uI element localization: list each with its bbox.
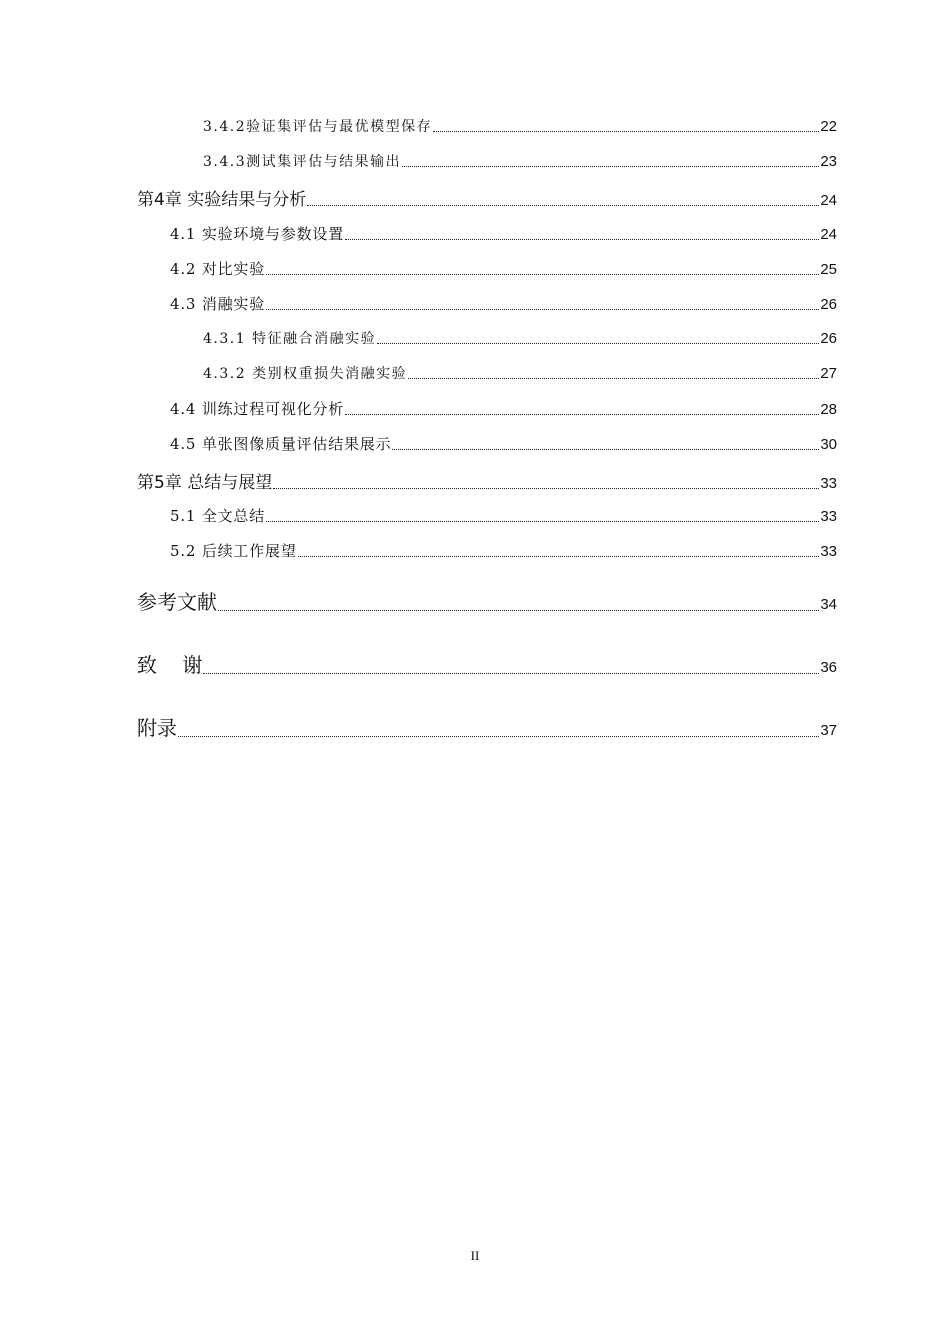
dot-leader bbox=[433, 131, 819, 132]
toc-entry-title: 4.3.2 类别权重损失消融实验 bbox=[203, 366, 408, 382]
toc-entry-title: 4.3 消融实验 bbox=[170, 295, 266, 313]
toc-entry-page: 30 bbox=[820, 436, 837, 453]
toc-entry-title: 3.4.3测试集评估与结果输出 bbox=[203, 154, 402, 170]
toc-entry-title: 4.4 训练过程可视化分析 bbox=[170, 400, 345, 418]
toc-entry[interactable] bbox=[170, 258, 837, 279]
toc-entry[interactable] bbox=[203, 363, 837, 383]
toc-acknowledgements-entry[interactable] bbox=[137, 649, 837, 678]
dot-leader bbox=[345, 239, 819, 240]
dot-leader bbox=[392, 449, 819, 450]
dot-leader bbox=[178, 736, 819, 737]
toc-entry-page: 36 bbox=[820, 659, 837, 676]
toc-entry-title: 致 谢 bbox=[137, 653, 203, 677]
toc-entry-page: 25 bbox=[820, 261, 837, 278]
toc-entry-page: 37 bbox=[820, 722, 837, 739]
toc-entry-title: 3.4.2验证集评估与最优模型保存 bbox=[203, 119, 433, 135]
toc-entry-page: 24 bbox=[820, 192, 837, 209]
toc-entry-title: 5.1 全文总结 bbox=[170, 507, 266, 525]
toc-entry-title: 第5章 总结与展望 bbox=[137, 473, 273, 493]
toc-entry-page: 33 bbox=[820, 508, 837, 525]
toc-entry[interactable] bbox=[170, 540, 837, 561]
toc-entry-title: 参考文献 bbox=[137, 590, 217, 614]
toc-entry-page: 26 bbox=[820, 296, 837, 313]
toc-entry-title: 附录 bbox=[137, 716, 177, 740]
dot-leader bbox=[218, 610, 819, 611]
toc-references-entry[interactable] bbox=[137, 586, 837, 615]
toc-entry-page: 24 bbox=[820, 226, 837, 243]
dot-leader bbox=[402, 166, 819, 167]
toc-entry[interactable] bbox=[170, 505, 837, 526]
toc-entry[interactable] bbox=[203, 151, 837, 171]
toc-entry-title: 4.5 单张图像质量评估结果展示 bbox=[170, 435, 392, 453]
toc-entry-title: 5.2 后续工作展望 bbox=[170, 542, 297, 560]
toc-entry-page: 34 bbox=[820, 596, 837, 613]
toc-entry-page: 22 bbox=[820, 118, 837, 135]
toc-entry[interactable] bbox=[170, 223, 837, 244]
dot-leader bbox=[203, 673, 819, 674]
dot-leader bbox=[345, 414, 819, 415]
page-number: II bbox=[470, 1248, 480, 1263]
toc-entry[interactable] bbox=[170, 433, 837, 454]
toc-entry-page: 33 bbox=[820, 543, 837, 560]
toc-entry[interactable] bbox=[170, 398, 837, 419]
dot-leader bbox=[266, 309, 819, 310]
dot-leader bbox=[377, 343, 819, 344]
toc-entry-page: 23 bbox=[820, 153, 837, 170]
toc-entry-page: 26 bbox=[820, 330, 837, 347]
dot-leader bbox=[266, 274, 819, 275]
dot-leader bbox=[307, 205, 819, 206]
toc-entry[interactable] bbox=[203, 328, 837, 348]
toc-entry-title: 4.2 对比实验 bbox=[170, 260, 266, 278]
toc-entry[interactable] bbox=[170, 293, 837, 314]
dot-leader bbox=[408, 378, 819, 379]
dot-leader bbox=[266, 521, 819, 522]
toc-entry-title: 4.1 实验环境与参数设置 bbox=[170, 225, 345, 243]
toc-chapter-entry[interactable] bbox=[137, 185, 837, 210]
toc-entry-title: 第4章 实验结果与分析 bbox=[137, 190, 307, 210]
toc-appendix-entry[interactable] bbox=[137, 712, 837, 741]
dot-leader bbox=[298, 556, 820, 557]
dot-leader bbox=[273, 488, 819, 489]
toc-chapter-entry[interactable] bbox=[137, 468, 837, 493]
toc-entry-title: 4.3.1 特征融合消融实验 bbox=[203, 331, 377, 347]
toc-entry[interactable] bbox=[203, 116, 837, 136]
toc-entry-page: 27 bbox=[820, 365, 837, 382]
toc-entry-page: 33 bbox=[820, 475, 837, 492]
toc-entry-page: 28 bbox=[820, 401, 837, 418]
